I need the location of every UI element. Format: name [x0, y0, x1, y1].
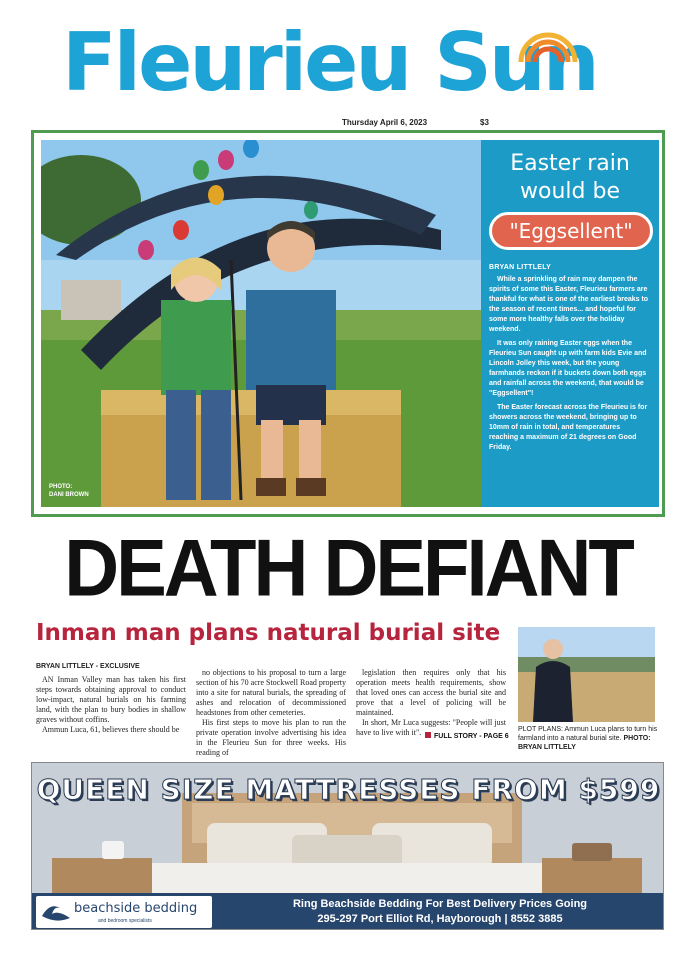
story-column-3 — [356, 668, 506, 738]
story-column-1 — [36, 662, 186, 735]
ad-contact-line: Ring Beachside Bedding For Best Delivery Prices Going — [292, 898, 588, 910]
masthead — [0, 0, 696, 130]
masthead-title: Fleurieu Sun — [62, 16, 597, 109]
full-story-link[interactable] — [425, 732, 509, 740]
ad-address-line: 295-297 Port Elliot Rd, Hayborough | 8552 3885 — [317, 913, 563, 925]
feature-photo — [41, 140, 481, 507]
caption-credit: PHOTO: BRYAN LITTLELY — [518, 735, 651, 751]
feature-headline-line1: Easter rain — [510, 151, 630, 176]
story-paragraph: In short, Mr Luca suggests: "People will just have to live with it". — [356, 718, 506, 737]
feature-paragraph: While a sprinkling of rain may dampen the spirits of some this Easter, Fleurieu farmers are thankful for what is one of the earliest breaks to the season of recent times... and hopeful for some more healthy falls over the holiday weekend. — [489, 276, 649, 333]
ad-logo-name: beachside bedding — [74, 901, 198, 916]
ad-headline: QUEEN SIZE MATTRESSES FROM $599 — [36, 773, 661, 806]
side-photo — [518, 627, 655, 722]
photo-credit — [49, 483, 89, 499]
feature-box — [31, 130, 665, 517]
story-paragraph: legislation then requires only that his operation meets health requirements, show that loved ones can access the burial site and prove that a level of policing will be maintained. — [356, 668, 506, 717]
lead-subhead: Inman man plans natural burial site — [36, 620, 501, 646]
story-paragraph: His first steps to move his plan to run the private operation involve advertising his idea in the Fleurieu Sun for three weeks. His reading of — [196, 718, 346, 757]
story-column-2 — [196, 668, 346, 758]
photo-credit-name: DANI BROWN — [49, 492, 89, 498]
ad-logo — [36, 896, 212, 928]
issue-date: Thursday April 6, 2023 — [342, 118, 428, 127]
side-photo-caption — [518, 725, 658, 752]
ad-logo-sub: and bedroom specialists — [98, 918, 152, 924]
feature-headline-line2: would be — [520, 179, 620, 204]
mattress-advert[interactable] — [31, 762, 664, 930]
feature-paragraph: It was only raining Easter eggs when the Fleurieu Sun caught up with farm kids Evie and Lincoln Jolley this week, but the young farmhands reckon if it buckets down both eggs and rainfall across the weekend, that would be "Eggsellent"! — [489, 340, 647, 397]
wave-logo-icon — [40, 898, 74, 926]
full-story-label: FULL STORY - PAGE 6 — [434, 733, 509, 740]
feature-body — [489, 275, 651, 453]
story-paragraph: AN Inman Valley man has taken his first steps towards obtaining approval to conduct low-impact, natural burials on his farming land, with the plan to bury bodies in shallow graves without coffins. — [36, 675, 186, 724]
feature-story-panel — [481, 140, 659, 507]
square-bullet-icon — [425, 732, 431, 738]
story-paragraph: Ammun Luca, 61, believes there should be — [42, 725, 180, 734]
story-paragraph: no objections to his proposal to turn a large section of his 70 acre Stockwell Road property into a site for natural burials, the spreading of ashes and relocation of decommissioned headstones from other cemeteries. — [196, 668, 346, 717]
feature-paragraph: The Easter forecast across the Fleurieu is for showers across the weekend, bringing up to 10mm of rain in total, and temperatures reaching a maximum of 21 degrees on Good Friday. — [489, 404, 648, 451]
lead-story-columns — [36, 662, 506, 757]
photo-credit-label: PHOTO: — [49, 484, 73, 490]
caption-text: PLOT PLANS: Ammun Luca plans to turn his farmland into a natural burial site. — [518, 726, 658, 742]
issue-price: $3 — [480, 118, 489, 127]
sun-logo-icon — [517, 28, 579, 62]
feature-headline-pill: "Eggsellent" — [489, 212, 653, 250]
lead-byline: BRYAN LITTLELY - EXCLUSIVE — [36, 663, 140, 670]
feature-byline: BRYAN LITTLELY — [489, 264, 552, 271]
lead-headline: DEATH DEFIANT — [64, 523, 632, 614]
